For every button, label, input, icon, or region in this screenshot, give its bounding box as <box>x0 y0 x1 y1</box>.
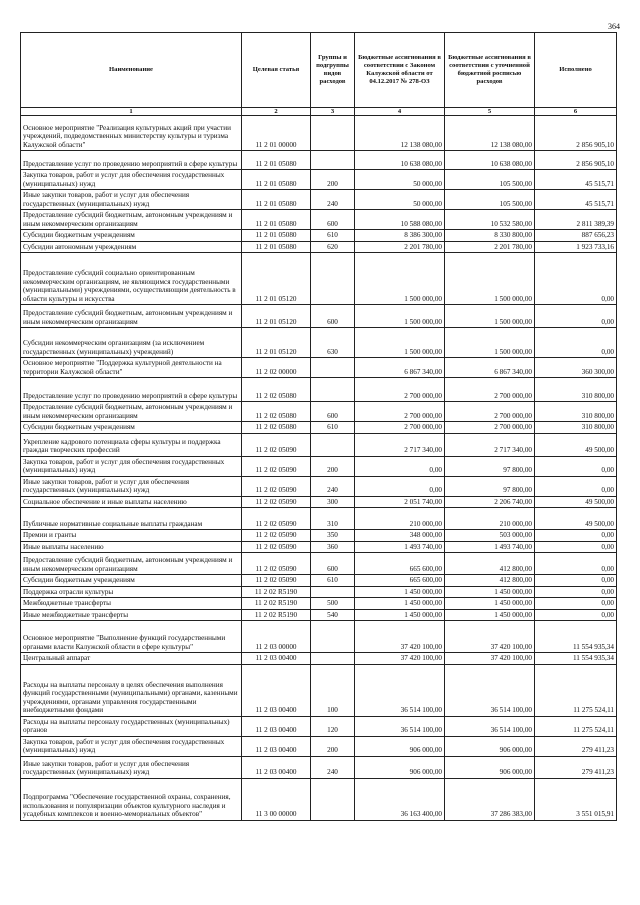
row-law-amount: 1 493 740,00 <box>355 541 445 553</box>
row-name: Расходы на выплаты персоналу государственных (муниципальных) органов <box>21 716 242 736</box>
row-name: Субсидии бюджетным учреждениям <box>21 422 242 434</box>
row-expense-group: 300 <box>311 496 355 508</box>
table-row <box>21 230 617 242</box>
row-expense-group: 240 <box>311 190 355 210</box>
row-target-article: 11 2 01 05120 <box>242 305 311 328</box>
row-executed-amount: 0,00 <box>535 476 617 496</box>
row-target-article: 11 2 03 00400 <box>242 736 311 756</box>
row-plan-amount: 1 450 000,00 <box>445 586 535 598</box>
row-expense-group: 500 <box>311 598 355 610</box>
table-row <box>21 609 617 621</box>
row-expense-group: 200 <box>311 456 355 476</box>
row-target-article: 11 2 01 00000 <box>242 116 311 151</box>
row-plan-amount: 6 867 340,00 <box>445 358 535 378</box>
row-executed-amount: 0,00 <box>535 253 617 305</box>
row-expense-group: 600 <box>311 553 355 575</box>
col-number: 1 <box>21 108 242 116</box>
row-name: Иные закупки товаров, работ и услуг для обеспечения государственных (муниципальных) нужд <box>21 190 242 210</box>
row-plan-amount: 210 000,00 <box>445 508 535 530</box>
row-expense-group <box>311 621 355 653</box>
row-name: Иные закупки товаров, работ и услуг для обеспечения государственных (муниципальных) нужд <box>21 476 242 496</box>
row-plan-amount: 2 700 000,00 <box>445 402 535 422</box>
row-plan-amount: 2 201 780,00 <box>445 241 535 253</box>
row-expense-group: 600 <box>311 210 355 230</box>
row-executed-amount: 0,00 <box>535 575 617 587</box>
row-target-article: 11 2 01 05120 <box>242 253 311 305</box>
row-target-article: 11 2 03 00400 <box>242 756 311 778</box>
page-number: 364 <box>608 22 620 31</box>
row-plan-amount: 10 532 580,00 <box>445 210 535 230</box>
row-plan-amount: 1 500 000,00 <box>445 305 535 328</box>
col-number: 2 <box>242 108 311 116</box>
row-expense-group: 620 <box>311 241 355 253</box>
row-name: Иные закупки товаров, работ и услуг для обеспечения государственных (муниципальных) нужд <box>21 756 242 778</box>
row-target-article: 11 2 03 00000 <box>242 621 311 653</box>
table-row <box>21 328 617 358</box>
row-executed-amount: 2 856 905,10 <box>535 116 617 151</box>
row-plan-amount: 37 286 383,00 <box>445 778 535 820</box>
row-law-amount: 0,00 <box>355 456 445 476</box>
row-name: Закупка товаров, работ и услуг для обеспечения государственных (муниципальных) нужд <box>21 170 242 190</box>
row-target-article: 11 2 02 05080 <box>242 378 311 402</box>
row-expense-group <box>311 253 355 305</box>
row-plan-amount: 12 138 080,00 <box>445 116 535 151</box>
row-law-amount: 1 450 000,00 <box>355 586 445 598</box>
table-row <box>21 476 617 496</box>
row-law-amount: 36 514 100,00 <box>355 664 445 716</box>
row-executed-amount: 0,00 <box>535 586 617 598</box>
header-expense-groups: Группы и подгруппы видов расходов <box>311 33 355 108</box>
table-row <box>21 508 617 530</box>
row-law-amount: 10 588 080,00 <box>355 210 445 230</box>
row-target-article: 11 2 02 R5190 <box>242 586 311 598</box>
row-executed-amount: 310 800,00 <box>535 378 617 402</box>
row-expense-group <box>311 151 355 170</box>
row-executed-amount: 0,00 <box>535 609 617 621</box>
row-name: Основное мероприятие "Выполнение функций государственными органами власти Калужской области в сфере культуры" <box>21 621 242 653</box>
row-name: Предоставление услуг по проведению мероприятий в сфере культуры <box>21 151 242 170</box>
row-executed-amount: 279 411,23 <box>535 756 617 778</box>
row-plan-amount: 37 420 100,00 <box>445 621 535 653</box>
table-row <box>21 530 617 542</box>
row-plan-amount: 105 500,00 <box>445 190 535 210</box>
row-executed-amount: 2 811 389,39 <box>535 210 617 230</box>
col-number: 4 <box>355 108 445 116</box>
row-plan-amount: 1 450 000,00 <box>445 609 535 621</box>
header-executed: Исполнено <box>535 33 617 108</box>
row-expense-group: 600 <box>311 305 355 328</box>
row-plan-amount: 8 330 800,00 <box>445 230 535 242</box>
row-executed-amount: 310 800,00 <box>535 422 617 434</box>
row-name: Предоставление субсидий бюджетным, автономным учреждениям и иным некоммерческим организациям <box>21 553 242 575</box>
row-law-amount: 1 450 000,00 <box>355 598 445 610</box>
row-expense-group: 310 <box>311 508 355 530</box>
table-body <box>21 116 617 821</box>
table-row <box>21 190 617 210</box>
row-plan-amount: 2 717 340,00 <box>445 433 535 456</box>
table-row <box>21 253 617 305</box>
row-name: Подпрограмма "Обеспечение государственной охраны, сохранения, использования и популяризации объектов культурного наследия и усадебных комплексов и военно-мемориальных объектов" <box>21 778 242 820</box>
row-law-amount: 665 600,00 <box>355 575 445 587</box>
row-plan-amount: 1 450 000,00 <box>445 598 535 610</box>
row-plan-amount: 412 800,00 <box>445 575 535 587</box>
row-name: Субсидии автономным учреждениям <box>21 241 242 253</box>
row-law-amount: 906 000,00 <box>355 736 445 756</box>
row-law-amount: 2 700 000,00 <box>355 378 445 402</box>
row-expense-group: 200 <box>311 170 355 190</box>
row-name: Субсидии некоммерческим организациям (за исключением государственных (муниципальных) учреждений) <box>21 328 242 358</box>
header-plan-allocations: Бюджетные ассигнования в соответствии с уточненной бюджетной росписью расходов <box>445 33 535 108</box>
row-target-article: 11 2 01 05080 <box>242 230 311 242</box>
row-expense-group <box>311 586 355 598</box>
row-name: Поддержка отрасли культуры <box>21 586 242 598</box>
table-row <box>21 151 617 170</box>
row-expense-group: 120 <box>311 716 355 736</box>
row-name: Закупка товаров, работ и услуг для обеспечения государственных (муниципальных) нужд <box>21 736 242 756</box>
row-law-amount: 2 051 740,00 <box>355 496 445 508</box>
row-executed-amount: 11 275 524,11 <box>535 716 617 736</box>
row-law-amount: 36 514 100,00 <box>355 716 445 736</box>
row-expense-group <box>311 358 355 378</box>
table-row <box>21 621 617 653</box>
row-target-article: 11 3 00 00000 <box>242 778 311 820</box>
row-expense-group: 240 <box>311 476 355 496</box>
row-expense-group <box>311 378 355 402</box>
row-target-article: 11 2 02 00000 <box>242 358 311 378</box>
row-target-article: 11 2 02 05090 <box>242 496 311 508</box>
row-executed-amount: 887 656,23 <box>535 230 617 242</box>
row-plan-amount: 2 206 740,00 <box>445 496 535 508</box>
row-target-article: 11 2 02 05080 <box>242 402 311 422</box>
table-row <box>21 456 617 476</box>
row-name: Социальное обеспечение и иные выплаты населению <box>21 496 242 508</box>
table-row <box>21 716 617 736</box>
row-executed-amount: 49 500,00 <box>535 508 617 530</box>
header-target-article: Целевая статья <box>242 33 311 108</box>
row-law-amount: 1 500 000,00 <box>355 305 445 328</box>
row-name: Основное мероприятие "Реализация культурных акций при участии учреждений, подведомственных министерству культуры и туризма Калужской области" <box>21 116 242 151</box>
row-executed-amount: 0,00 <box>535 328 617 358</box>
row-law-amount: 665 600,00 <box>355 553 445 575</box>
row-target-article: 11 2 03 00400 <box>242 653 311 665</box>
row-executed-amount: 310 800,00 <box>535 402 617 422</box>
row-plan-amount: 906 000,00 <box>445 736 535 756</box>
row-target-article: 11 2 01 05080 <box>242 241 311 253</box>
row-name: Закупка товаров, работ и услуг для обеспечения государственных (муниципальных) нужд <box>21 456 242 476</box>
row-target-article: 11 2 02 05090 <box>242 433 311 456</box>
row-target-article: 11 2 02 05090 <box>242 508 311 530</box>
row-executed-amount: 0,00 <box>535 553 617 575</box>
row-executed-amount: 11 275 524,11 <box>535 664 617 716</box>
row-target-article: 11 2 03 00400 <box>242 664 311 716</box>
row-target-article: 11 2 02 05080 <box>242 422 311 434</box>
row-target-article: 11 2 01 05080 <box>242 210 311 230</box>
row-name: Межбюджетные трансферты <box>21 598 242 610</box>
table-row <box>21 586 617 598</box>
row-law-amount: 1 450 000,00 <box>355 609 445 621</box>
row-name: Предоставление субсидий бюджетным, автономным учреждениям и иным некоммерческим организациям <box>21 402 242 422</box>
table-row <box>21 756 617 778</box>
row-executed-amount: 49 500,00 <box>535 433 617 456</box>
row-executed-amount: 2 856 905,10 <box>535 151 617 170</box>
row-name: Иные межбюджетные трансферты <box>21 609 242 621</box>
row-name: Предоставление услуг по проведению мероприятий в сфере культуры <box>21 378 242 402</box>
row-executed-amount: 0,00 <box>535 305 617 328</box>
row-law-amount: 210 000,00 <box>355 508 445 530</box>
row-plan-amount: 97 800,00 <box>445 456 535 476</box>
row-name: Центральный аппарат <box>21 653 242 665</box>
row-executed-amount: 45 515,71 <box>535 190 617 210</box>
table-row <box>21 402 617 422</box>
row-executed-amount: 0,00 <box>535 456 617 476</box>
row-expense-group: 350 <box>311 530 355 542</box>
row-law-amount: 1 500 000,00 <box>355 328 445 358</box>
row-law-amount: 50 000,00 <box>355 190 445 210</box>
row-plan-amount: 1 500 000,00 <box>445 253 535 305</box>
row-law-amount: 0,00 <box>355 476 445 496</box>
row-target-article: 11 2 02 R5190 <box>242 598 311 610</box>
row-name: Предоставление субсидий социально ориентированным некоммерческим организациям, не являющимся государственными (муниципальными) учреждениями, осуществляющим деятельность в области культуры и искусства <box>21 253 242 305</box>
row-law-amount: 906 000,00 <box>355 756 445 778</box>
row-executed-amount: 279 411,23 <box>535 736 617 756</box>
table-row <box>21 653 617 665</box>
row-plan-amount: 906 000,00 <box>445 756 535 778</box>
row-law-amount: 1 500 000,00 <box>355 253 445 305</box>
row-expense-group: 610 <box>311 575 355 587</box>
table-row <box>21 358 617 378</box>
table-row <box>21 378 617 402</box>
row-executed-amount: 0,00 <box>535 541 617 553</box>
row-name: Публичные нормативные социальные выплаты гражданам <box>21 508 242 530</box>
row-name: Предоставление субсидий бюджетным, автономным учреждениям и иным некоммерческим организациям <box>21 305 242 328</box>
row-expense-group <box>311 116 355 151</box>
table-row <box>21 241 617 253</box>
row-target-article: 11 2 02 R5190 <box>242 609 311 621</box>
row-expense-group: 200 <box>311 736 355 756</box>
row-target-article: 11 2 01 05080 <box>242 170 311 190</box>
table-row <box>21 422 617 434</box>
row-executed-amount: 45 515,71 <box>535 170 617 190</box>
row-law-amount: 10 638 080,00 <box>355 151 445 170</box>
row-name: Субсидии бюджетным учреждениям <box>21 575 242 587</box>
table-row <box>21 598 617 610</box>
table-row <box>21 210 617 230</box>
table-row <box>21 496 617 508</box>
row-law-amount: 50 000,00 <box>355 170 445 190</box>
row-target-article: 11 2 01 05080 <box>242 190 311 210</box>
col-number: 6 <box>535 108 617 116</box>
row-expense-group: 240 <box>311 756 355 778</box>
row-executed-amount: 1 923 733,16 <box>535 241 617 253</box>
row-target-article: 11 2 01 05120 <box>242 328 311 358</box>
row-expense-group <box>311 653 355 665</box>
header-name: Наименование <box>21 33 242 108</box>
row-plan-amount: 36 514 100,00 <box>445 664 535 716</box>
row-target-article: 11 2 02 05090 <box>242 476 311 496</box>
row-law-amount: 348 000,00 <box>355 530 445 542</box>
row-expense-group: 360 <box>311 541 355 553</box>
row-target-article: 11 2 01 05080 <box>242 151 311 170</box>
row-law-amount: 37 420 100,00 <box>355 653 445 665</box>
row-name: Основное мероприятие "Поддержка культурной деятельности на территории Калужской области" <box>21 358 242 378</box>
header-law-allocations: Бюджетные ассигнования в соответствии с Законом Калужской области от 04.12.2017 № 278-ОЗ <box>355 33 445 108</box>
row-executed-amount: 0,00 <box>535 598 617 610</box>
row-expense-group: 610 <box>311 422 355 434</box>
table-row <box>21 575 617 587</box>
row-target-article: 11 2 02 05090 <box>242 575 311 587</box>
col-number: 5 <box>445 108 535 116</box>
row-plan-amount: 105 500,00 <box>445 170 535 190</box>
row-expense-group: 540 <box>311 609 355 621</box>
budget-table <box>20 32 617 821</box>
row-law-amount: 8 386 300,00 <box>355 230 445 242</box>
table-row <box>21 433 617 456</box>
row-expense-group: 610 <box>311 230 355 242</box>
row-plan-amount: 412 800,00 <box>445 553 535 575</box>
row-expense-group: 630 <box>311 328 355 358</box>
row-name: Расходы на выплаты персоналу в целях обеспечения выполнения функций государственными (муниципальными) органами, казенными учреждениями, органами управления государственными внебюджетными фондами <box>21 664 242 716</box>
row-name: Субсидии бюджетным учреждениям <box>21 230 242 242</box>
row-plan-amount: 2 700 000,00 <box>445 378 535 402</box>
row-law-amount: 2 717 340,00 <box>355 433 445 456</box>
row-name: Укрепление кадрового потенциала сферы культуры и поддержка граждан творческих профессий <box>21 433 242 456</box>
row-name: Премии и гранты <box>21 530 242 542</box>
row-expense-group <box>311 433 355 456</box>
row-law-amount: 2 700 000,00 <box>355 422 445 434</box>
table-row <box>21 170 617 190</box>
row-law-amount: 2 700 000,00 <box>355 402 445 422</box>
row-executed-amount: 11 554 935,34 <box>535 621 617 653</box>
row-expense-group: 100 <box>311 664 355 716</box>
row-executed-amount: 3 551 015,91 <box>535 778 617 820</box>
row-executed-amount: 0,00 <box>535 530 617 542</box>
table-row <box>21 664 617 716</box>
table-row <box>21 778 617 820</box>
row-target-article: 11 2 02 05090 <box>242 456 311 476</box>
row-law-amount: 2 201 780,00 <box>355 241 445 253</box>
row-name: Иные выплаты населению <box>21 541 242 553</box>
table-row <box>21 116 617 151</box>
row-plan-amount: 37 420 100,00 <box>445 653 535 665</box>
row-plan-amount: 36 514 100,00 <box>445 716 535 736</box>
table-row <box>21 736 617 756</box>
row-law-amount: 36 163 400,00 <box>355 778 445 820</box>
row-plan-amount: 503 000,00 <box>445 530 535 542</box>
row-executed-amount: 360 300,00 <box>535 358 617 378</box>
row-expense-group: 600 <box>311 402 355 422</box>
row-plan-amount: 97 800,00 <box>445 476 535 496</box>
row-expense-group <box>311 778 355 820</box>
row-law-amount: 6 867 340,00 <box>355 358 445 378</box>
row-plan-amount: 1 493 740,00 <box>445 541 535 553</box>
row-target-article: 11 2 02 05090 <box>242 541 311 553</box>
row-target-article: 11 2 03 00400 <box>242 716 311 736</box>
row-plan-amount: 1 500 000,00 <box>445 328 535 358</box>
row-target-article: 11 2 02 05090 <box>242 530 311 542</box>
row-law-amount: 37 420 100,00 <box>355 621 445 653</box>
row-target-article: 11 2 02 05090 <box>242 553 311 575</box>
row-plan-amount: 2 700 000,00 <box>445 422 535 434</box>
table-row <box>21 553 617 575</box>
row-plan-amount: 10 638 080,00 <box>445 151 535 170</box>
table-row <box>21 541 617 553</box>
col-number: 3 <box>311 108 355 116</box>
row-name: Предоставление субсидий бюджетным, автономным учреждениям и иным некоммерческим организациям <box>21 210 242 230</box>
row-law-amount: 12 138 080,00 <box>355 116 445 151</box>
row-executed-amount: 49 500,00 <box>535 496 617 508</box>
row-executed-amount: 11 554 935,34 <box>535 653 617 665</box>
table-row <box>21 305 617 328</box>
